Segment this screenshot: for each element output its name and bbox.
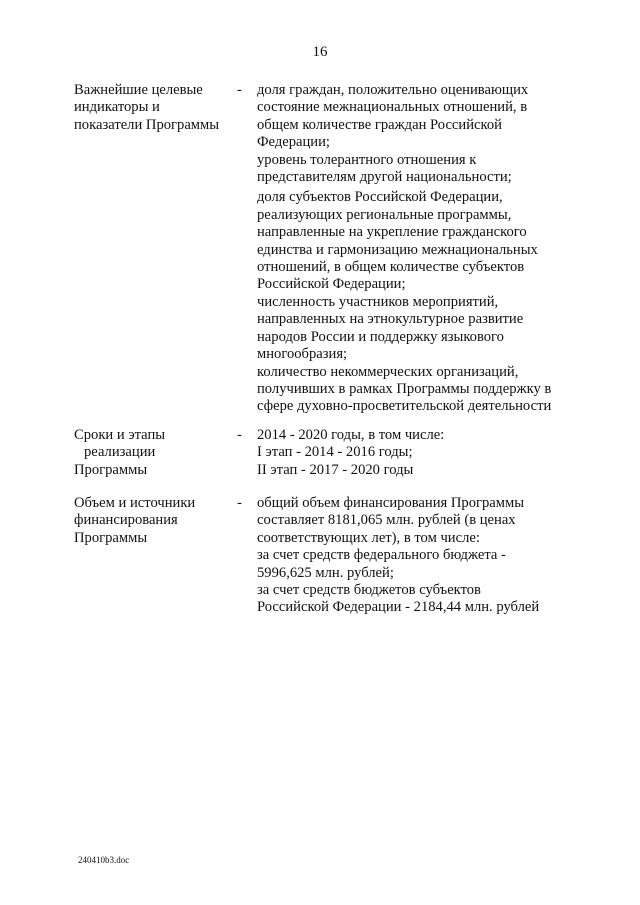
value-line: представителям другой национальности; xyxy=(257,169,512,186)
label-line: Сроки и этапы xyxy=(74,427,166,443)
value-line: II этап - 2017 - 2020 годы xyxy=(257,461,414,478)
value-line: народов России и поддержку языкового xyxy=(257,328,504,345)
label-line: финансирования xyxy=(74,512,178,529)
label-line: реализации xyxy=(84,444,156,461)
value-line: общем количестве граждан Российской xyxy=(257,116,502,133)
value-line: уровень толерантного отношения к xyxy=(257,151,477,168)
dash-separator: - xyxy=(237,82,242,98)
value-paragraph xyxy=(257,547,557,582)
value-line: многообразия; xyxy=(257,346,348,363)
value-line: состояние межнациональных отношений, в xyxy=(257,99,528,116)
section-label xyxy=(74,427,234,479)
page-number: 16 xyxy=(312,44,328,60)
section-value xyxy=(257,495,557,617)
value-line: отношений, в общем количестве субъектов xyxy=(257,259,525,276)
value-line: направленных на этнокультурное развитие xyxy=(257,311,524,328)
value-paragraph xyxy=(257,495,557,547)
value-line: направленные на укрепление гражданского xyxy=(257,224,527,241)
value-paragraph xyxy=(257,364,557,416)
section-label xyxy=(74,495,234,547)
value-line: Российской Федерации; xyxy=(257,276,406,293)
section-label xyxy=(74,82,234,134)
value-line: за счет средств федерального бюджета - xyxy=(257,547,506,564)
value-line: численность участников мероприятий, xyxy=(257,293,499,310)
value-line: Российской Федерации - 2184,44 млн. рублей xyxy=(257,599,540,616)
value-line: I этап - 2014 - 2016 годы; xyxy=(257,444,413,461)
value-line: 5996,625 млн. рублей; xyxy=(257,564,394,581)
value-line: составляет 8181,065 млн. рублей (в ценах xyxy=(257,512,516,529)
value-paragraph xyxy=(257,427,557,479)
value-line: доля субъектов Российской Федерации, xyxy=(257,189,503,206)
value-line: доля граждан, положительно оценивающих xyxy=(257,82,529,98)
value-paragraph xyxy=(257,189,557,293)
value-line: количество некоммерческих организаций, xyxy=(257,363,519,380)
section-value xyxy=(257,427,557,479)
label-line: Важнейшие целевые xyxy=(74,82,203,98)
value-paragraph xyxy=(257,294,557,364)
label-line: Программы xyxy=(74,461,148,478)
label-line: Программы xyxy=(74,529,148,546)
value-line: единства и гармонизацию межнациональных xyxy=(257,241,538,258)
value-line: сфере духовно-просветительской деятельности xyxy=(257,398,552,415)
value-paragraph xyxy=(257,582,557,617)
value-line: общий объем финансирования Программы xyxy=(257,495,525,511)
label-line: показатели Программы xyxy=(74,116,220,133)
label-line: индикаторы и xyxy=(74,99,160,116)
value-line: 2014 - 2020 годы, в том числе: xyxy=(257,427,445,443)
label-line: Объем и источники xyxy=(74,495,196,511)
file-name-footer: 240410b3.doc xyxy=(78,855,130,865)
value-line: за счет средств бюджетов субъектов xyxy=(257,582,481,599)
value-line: реализующих региональные программы, xyxy=(257,206,512,223)
dash-separator: - xyxy=(237,427,242,443)
value-line: соответствующих лет), в том числе: xyxy=(257,529,480,546)
dash-separator: - xyxy=(237,495,242,511)
value-paragraph xyxy=(257,152,557,187)
value-paragraph xyxy=(257,82,557,152)
value-line: Федерации; xyxy=(257,134,330,151)
section-value xyxy=(257,82,557,416)
value-line: получивших в рамках Программы поддержку в xyxy=(257,380,552,397)
